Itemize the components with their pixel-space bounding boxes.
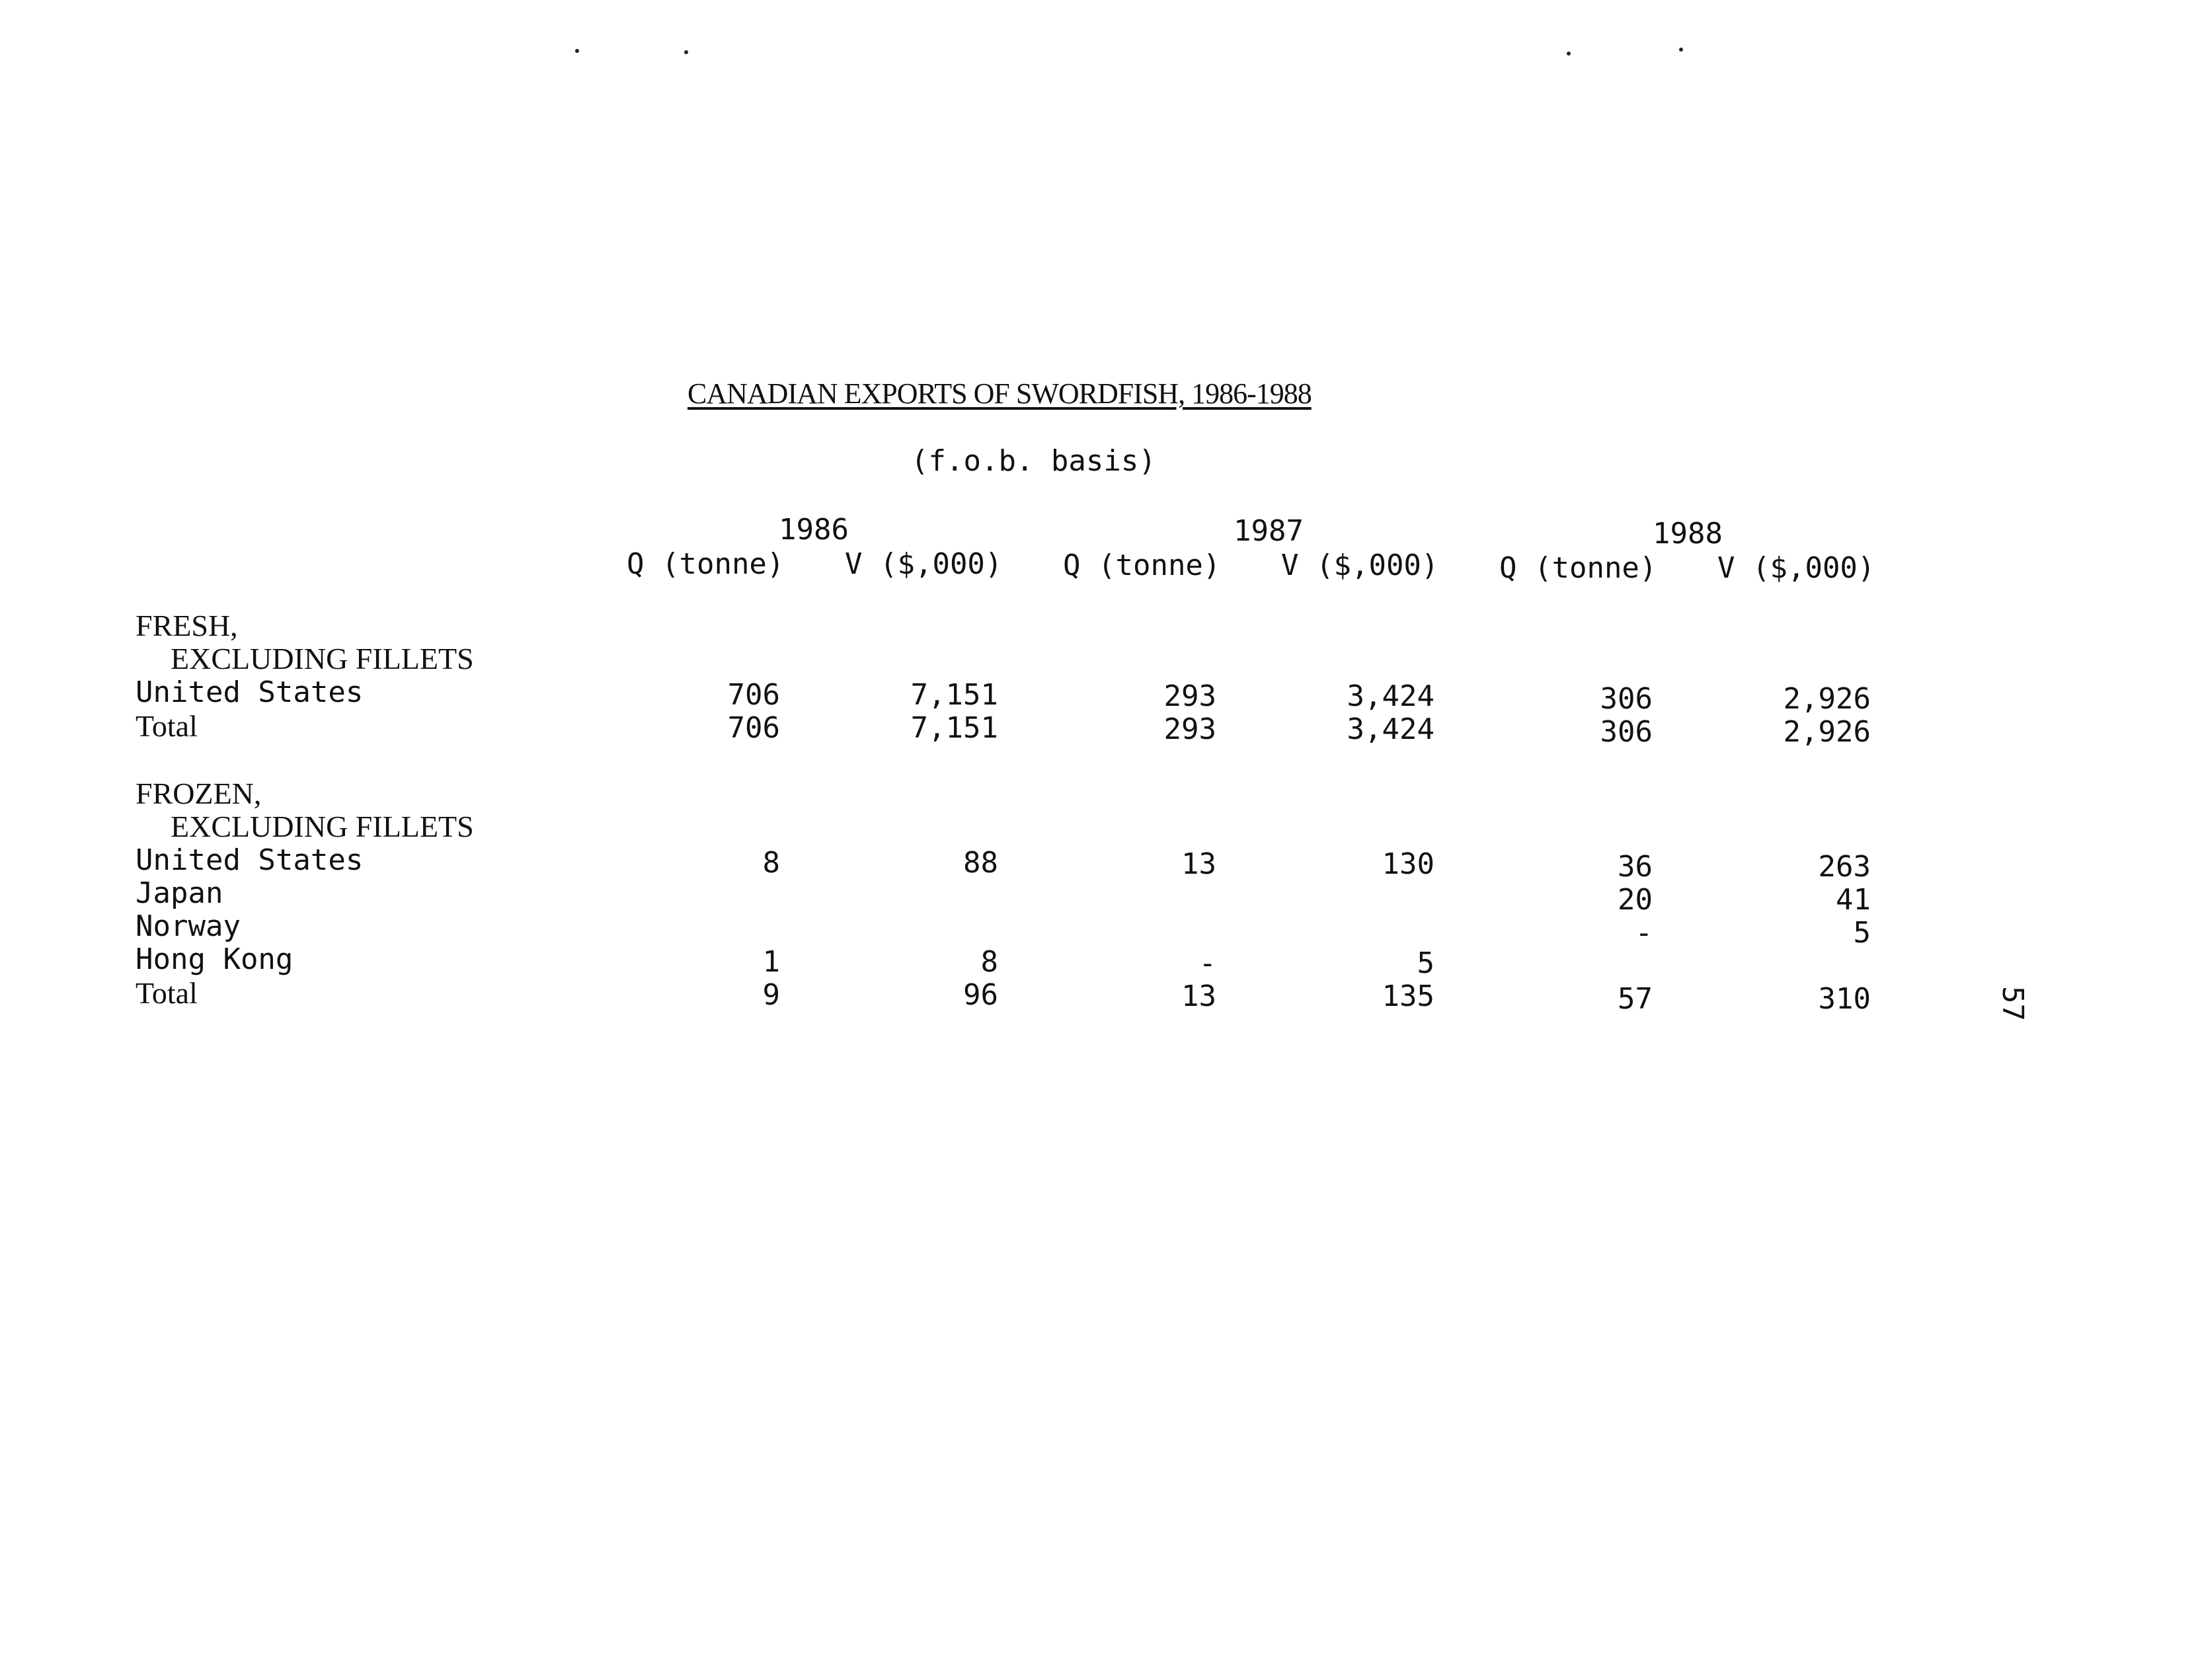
- cell-fresh-us-v1986: 7,151: [910, 678, 998, 712]
- cell-frozen-us-v1987: 130: [1382, 847, 1434, 881]
- scan-speck: [1567, 52, 1571, 56]
- cell-frozen-us-v1988: 263: [1818, 850, 1871, 884]
- cell-frozen-total-q1986: 9: [762, 978, 780, 1012]
- section-subheading-frozen: EXCLUDING FILLETS: [171, 810, 474, 843]
- cell-frozen-hk-v1986: 8: [980, 945, 998, 979]
- cell-frozen-us-q1987: 13: [1181, 847, 1216, 881]
- section-heading-frozen: FROZEN,: [136, 777, 262, 810]
- section-heading-fresh: FRESH,: [136, 609, 238, 642]
- column-header-quantity-1986: Q (tonne): [627, 547, 785, 581]
- cell-frozen-japan-q1988: 20: [1618, 883, 1653, 917]
- document-subtitle: (f.o.b. basis): [911, 444, 1156, 478]
- cell-fresh-total-v1987: 3,424: [1347, 712, 1434, 746]
- cell-fresh-us-v1988: 2,926: [1783, 682, 1871, 716]
- cell-fresh-total-v1986: 7,151: [910, 711, 998, 745]
- year-header-1987: 1987: [1234, 514, 1304, 548]
- column-header-value-1987: V ($,000): [1281, 549, 1439, 582]
- cell-frozen-norway-v1988: 5: [1853, 916, 1871, 950]
- scan-speck: [1679, 48, 1683, 52]
- cell-frozen-total-v1987: 135: [1382, 979, 1434, 1013]
- cell-fresh-us-q1988: 306: [1600, 682, 1653, 716]
- scan-speck: [575, 49, 579, 53]
- document-title: CANADIAN EXPORTS OF SWORDFISH, 1986-1988: [687, 377, 1312, 410]
- row-label-frozen-hong-kong: Hong Kong: [136, 942, 294, 976]
- cell-fresh-total-q1988: 306: [1600, 715, 1653, 749]
- cell-fresh-us-q1986: 706: [727, 678, 780, 712]
- scan-speck: [684, 50, 688, 54]
- cell-frozen-total-q1987: 13: [1181, 979, 1216, 1013]
- cell-fresh-us-q1987: 293: [1163, 679, 1216, 713]
- column-header-value-1988: V ($,000): [1717, 551, 1875, 585]
- year-header-1988: 1988: [1653, 517, 1723, 551]
- section-subheading-fresh: EXCLUDING FILLETS: [171, 642, 474, 675]
- cell-frozen-hk-q1987: -: [1198, 946, 1216, 980]
- column-header-quantity-1988: Q (tonne): [1499, 551, 1657, 585]
- cell-fresh-total-q1987: 293: [1163, 712, 1216, 746]
- cell-frozen-us-v1986: 88: [963, 846, 998, 880]
- cell-fresh-total-q1986: 706: [727, 711, 780, 745]
- page-number: 57: [1996, 986, 2029, 1021]
- cell-frozen-total-v1988: 310: [1818, 982, 1871, 1016]
- row-label-frozen-norway: Norway: [136, 909, 241, 943]
- cell-frozen-total-q1988: 57: [1618, 982, 1653, 1016]
- row-label-frozen-total: Total: [136, 976, 198, 1010]
- row-label-fresh-total: Total: [136, 709, 198, 743]
- cell-frozen-norway-q1988: -: [1635, 916, 1653, 950]
- row-label-frozen-japan: Japan: [136, 876, 223, 910]
- row-label-frozen-united-states: United States: [136, 843, 364, 877]
- year-header-1986: 1986: [779, 513, 849, 547]
- column-header-value-1986: V ($,000): [845, 547, 1003, 581]
- cell-frozen-us-q1986: 8: [762, 846, 780, 880]
- cell-frozen-hk-v1987: 5: [1417, 946, 1434, 980]
- cell-frozen-us-q1988: 36: [1618, 850, 1653, 884]
- cell-frozen-total-v1986: 96: [963, 978, 998, 1012]
- cell-fresh-total-v1988: 2,926: [1783, 715, 1871, 749]
- row-label-fresh-united-states: United States: [136, 675, 364, 709]
- cell-frozen-japan-v1988: 41: [1836, 883, 1871, 917]
- cell-frozen-hk-q1986: 1: [762, 945, 780, 979]
- column-header-quantity-1987: Q (tonne): [1063, 549, 1221, 582]
- cell-fresh-us-v1987: 3,424: [1347, 679, 1434, 713]
